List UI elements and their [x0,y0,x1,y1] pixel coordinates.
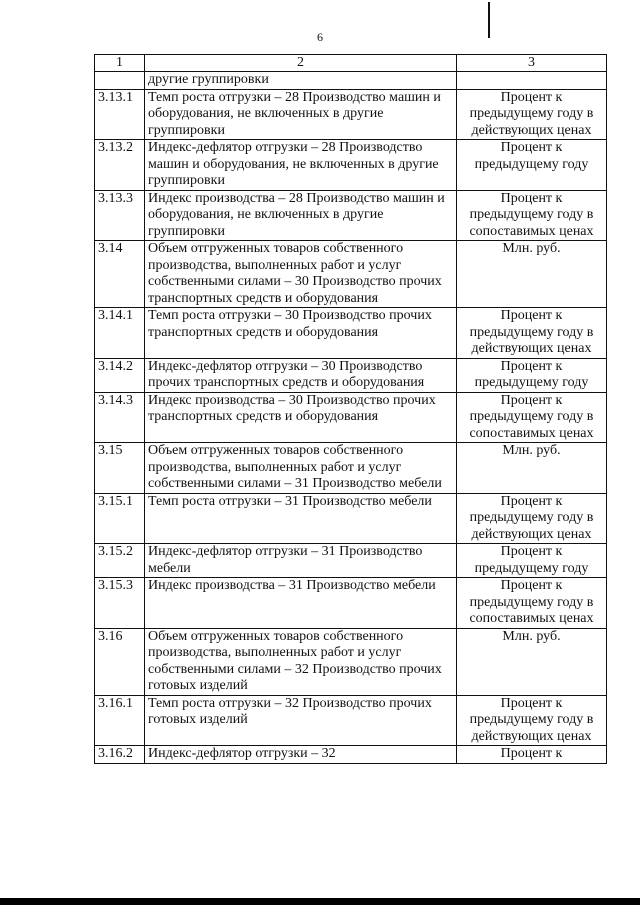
unit-of-measure: Процент к предыдущему году [457,544,607,578]
table-row [95,241,607,308]
unit-of-measure: Млн. руб. [457,628,607,695]
unit-of-measure: Процент к предыдущему году [457,140,607,191]
unit-of-measure: Процент к предыдущему году в действующих ценах [457,89,607,140]
row-number: 3.16.1 [95,695,145,746]
unit-of-measure: Процент к предыдущему году в сопоставимых ценах [457,392,607,443]
unit-of-measure: Процент к предыдущему году в действующих ценах [457,308,607,359]
table-row [95,140,607,191]
indicator-name: Темп роста отгрузки – 32 Производство прочих готовых изделий [145,695,457,746]
indicator-name: Индекс производства – 28 Производство машин и оборудования, не включенных в другие группировки [145,190,457,241]
indicator-name: Объем отгруженных товаров собственного производства, выполненных работ и услуг собственными силами – 32 Производство прочих готовых изделий [145,628,457,695]
row-number: 3.14.2 [95,358,145,392]
indicator-name: другие группировки [145,72,457,90]
table-row [95,308,607,359]
table-row [95,746,607,764]
table-row [95,695,607,746]
header-col-1: 1 [95,55,145,72]
unit-of-measure [457,72,607,90]
table-header-row [95,55,607,72]
row-number: 3.15 [95,443,145,494]
row-number: 3.15.3 [95,578,145,629]
table-row [95,72,607,90]
unit-of-measure: Процент к предыдущему году [457,358,607,392]
indicator-name: Индекс-дефлятор отгрузки – 30 Производство прочих транспортных средств и оборудования [145,358,457,392]
indicator-name: Объем отгруженных товаров собственного производства, выполненных работ и услуг собственными силами – 30 Производство прочих транспортных средств и оборудования [145,241,457,308]
indicator-name: Темп роста отгрузки – 30 Производство прочих транспортных средств и оборудования [145,308,457,359]
indicator-name: Индекс-дефлятор отгрузки – 32 [145,746,457,764]
row-number: 3.14.3 [95,392,145,443]
row-number: 3.13.2 [95,140,145,191]
unit-of-measure: Процент к предыдущему году в сопоставимых ценах [457,190,607,241]
row-number: 3.16 [95,628,145,695]
indicator-name: Индекс производства – 31 Производство мебели [145,578,457,629]
unit-of-measure: Процент к предыдущему году в действующих ценах [457,493,607,544]
scan-bottom-edge [0,898,640,905]
table-row [95,578,607,629]
row-number [95,72,145,90]
row-number: 3.15.1 [95,493,145,544]
indicator-name: Темп роста отгрузки – 28 Производство машин и оборудования, не включенных в другие группировки [145,89,457,140]
row-number: 3.13.1 [95,89,145,140]
indicator-name: Индекс-дефлятор отгрузки – 28 Производство машин и оборудования, не включенных в другие группировки [145,140,457,191]
row-number: 3.14.1 [95,308,145,359]
table-row [95,89,607,140]
indicator-name: Объем отгруженных товаров собственного производства, выполненных работ и услуг собственными силами – 31 Производство мебели [145,443,457,494]
row-number: 3.13.3 [95,190,145,241]
indicator-name: Индекс производства – 30 Производство прочих транспортных средств и оборудования [145,392,457,443]
unit-of-measure: Млн. руб. [457,241,607,308]
unit-of-measure: Процент к предыдущему году в сопоставимых ценах [457,578,607,629]
row-number: 3.16.2 [95,746,145,764]
header-col-3: 3 [457,55,607,72]
indicator-name: Темп роста отгрузки – 31 Производство мебели [145,493,457,544]
page-number: 6 [317,30,323,44]
unit-of-measure: Процент к [457,746,607,764]
table-row [95,190,607,241]
table-row [95,443,607,494]
row-number: 3.14 [95,241,145,308]
table-row [95,392,607,443]
table-row [95,628,607,695]
table-row [95,358,607,392]
indicator-name: Индекс-дефлятор отгрузки – 31 Производство мебели [145,544,457,578]
indicators-table [94,54,607,764]
unit-of-measure: Млн. руб. [457,443,607,494]
row-number: 3.15.2 [95,544,145,578]
unit-of-measure: Процент к предыдущему году в действующих ценах [457,695,607,746]
table-row [95,544,607,578]
table-row [95,493,607,544]
header-col-2: 2 [145,55,457,72]
